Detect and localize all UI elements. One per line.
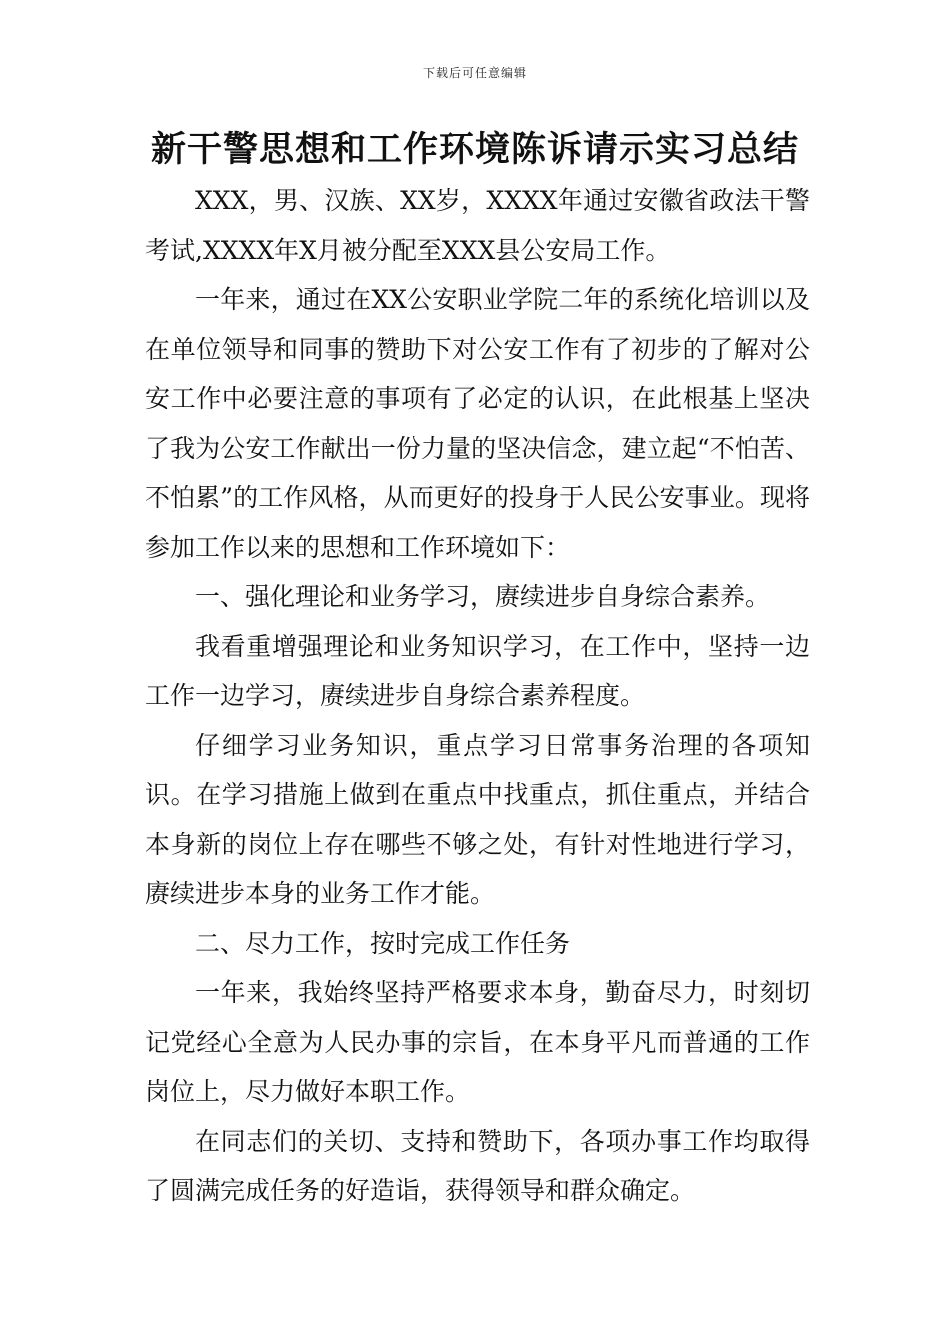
paragraph-overview: 一年来，通过在XX公安职业学院二年的系统化培训以及在单位领导和同事的赞助下对公安工作有了初步的了解对公安工作中必要注意的事项有了必定的认识，在此根基上坚决了我为公安工作献出一份力量的坚决信念，建立起“不怕苦、不怕累”的工作风格，从而更好的投身于人民公安事业。现将参加工作以来的思想和工作环境如下：: [145, 285, 810, 562]
section-heading-1: 一、强化理论和业务学习，赓续进步自身综合素养。: [195, 582, 771, 611]
header-note: 下载后可任意编辑: [422, 66, 527, 80]
document-title: 新干警思想和工作环境陈诉请示实习总结: [150, 130, 799, 170]
paragraph-study-1: 我看重增强理论和业务知识学习，在工作中，坚持一边工作一边学习，赓续进步自身综合素养程度。: [145, 631, 810, 710]
paragraph-intro: XXX，男、汉族、XX岁，XXXX年通过安徽省政法干警考试,XXXX年X月被分配至XXX县公安局工作。: [145, 186, 810, 265]
paragraph-study-2: 仔细学习业务知识，重点学习日常事务治理的各项知识。在学习措施上做到在重点中找重点，抓住重点，并结合本身新的岗位上存在哪些不够之处，有针对性地进行学习，赓续进步本身的业务工作才能。: [145, 730, 810, 908]
document-body: [145, 176, 810, 1216]
section-heading-2: 二、尽力工作，按时完成工作任务: [195, 928, 571, 958]
paragraph-work-1: 一年来，我始终坚持严格要求本身，勤奋尽力，时刻切记党经心全意为人民办事的宗旨，在本身平凡而普通的工作岗位上，尽力做好本职工作。: [145, 978, 810, 1106]
paragraph-work-2: 在同志们的关切、支持和赞助下，各项办事工作均取得了圆满完成任务的好造诣，获得领导和群众确定。: [145, 1126, 810, 1205]
